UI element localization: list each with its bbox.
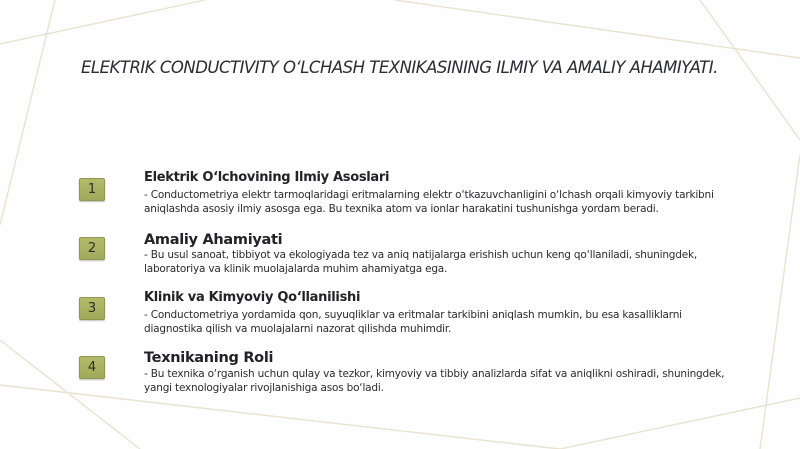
item-description: - Conductometriya elektr tarmoqlaridagi eritmalarning elektr o‘tkazuvchanligini o‘lchash orqali kimyoviy tarkibni aniqlashda asosiy ilmiy asosga ega. Bu texnika atom va ionlar harakatini tushunishga yordam beradi. [144, 189, 714, 215]
item-number-badge: 3 [79, 297, 105, 320]
item-description: - Bu texnika o‘rganish uchun qulay va tezkor, kimyoviy va tibbiy analizlarda sifat va aniqlikni oshiradi, shuningdek, yangi texnologiyalar rivojlanishiga asos bo‘ladi. [144, 368, 725, 394]
item-heading: Elektrik O‘lchovining Ilmiy Asoslari [144, 170, 390, 185]
item-number-badge: 2 [79, 237, 105, 260]
item-heading: Amaliy Ahamiyati [144, 232, 283, 248]
slide-title: ELEKTRIK CONDUCTIVITY O‘LCHASH TEXNIKASINING ILMIY VA AMALIY AHAMIYATI. [81, 58, 718, 77]
item-number-badge: 1 [79, 178, 105, 201]
item-heading: Texnikaning Roli [144, 350, 274, 366]
item-number-badge: 4 [79, 356, 105, 379]
item-description: - Conductometriya yordamida qon, suyuqliklar va eritmalar tarkibini aniqlash mumkin, bu esa kasalliklarni diagnostika qilish va muolajalarni nazorat qilishda muhimdir. [144, 309, 682, 335]
item-heading: Klinik va Kimyoviy Qo‘llanilishi [144, 290, 361, 305]
item-description: - Bu usul sanoat, tibbiyot va ekologiyada tez va aniq natijalarga erishish uchun keng qo‘llaniladi, shuningdek, laboratoriya va klinik muolajalarda muhim ahamiyatga ega. [144, 249, 697, 275]
